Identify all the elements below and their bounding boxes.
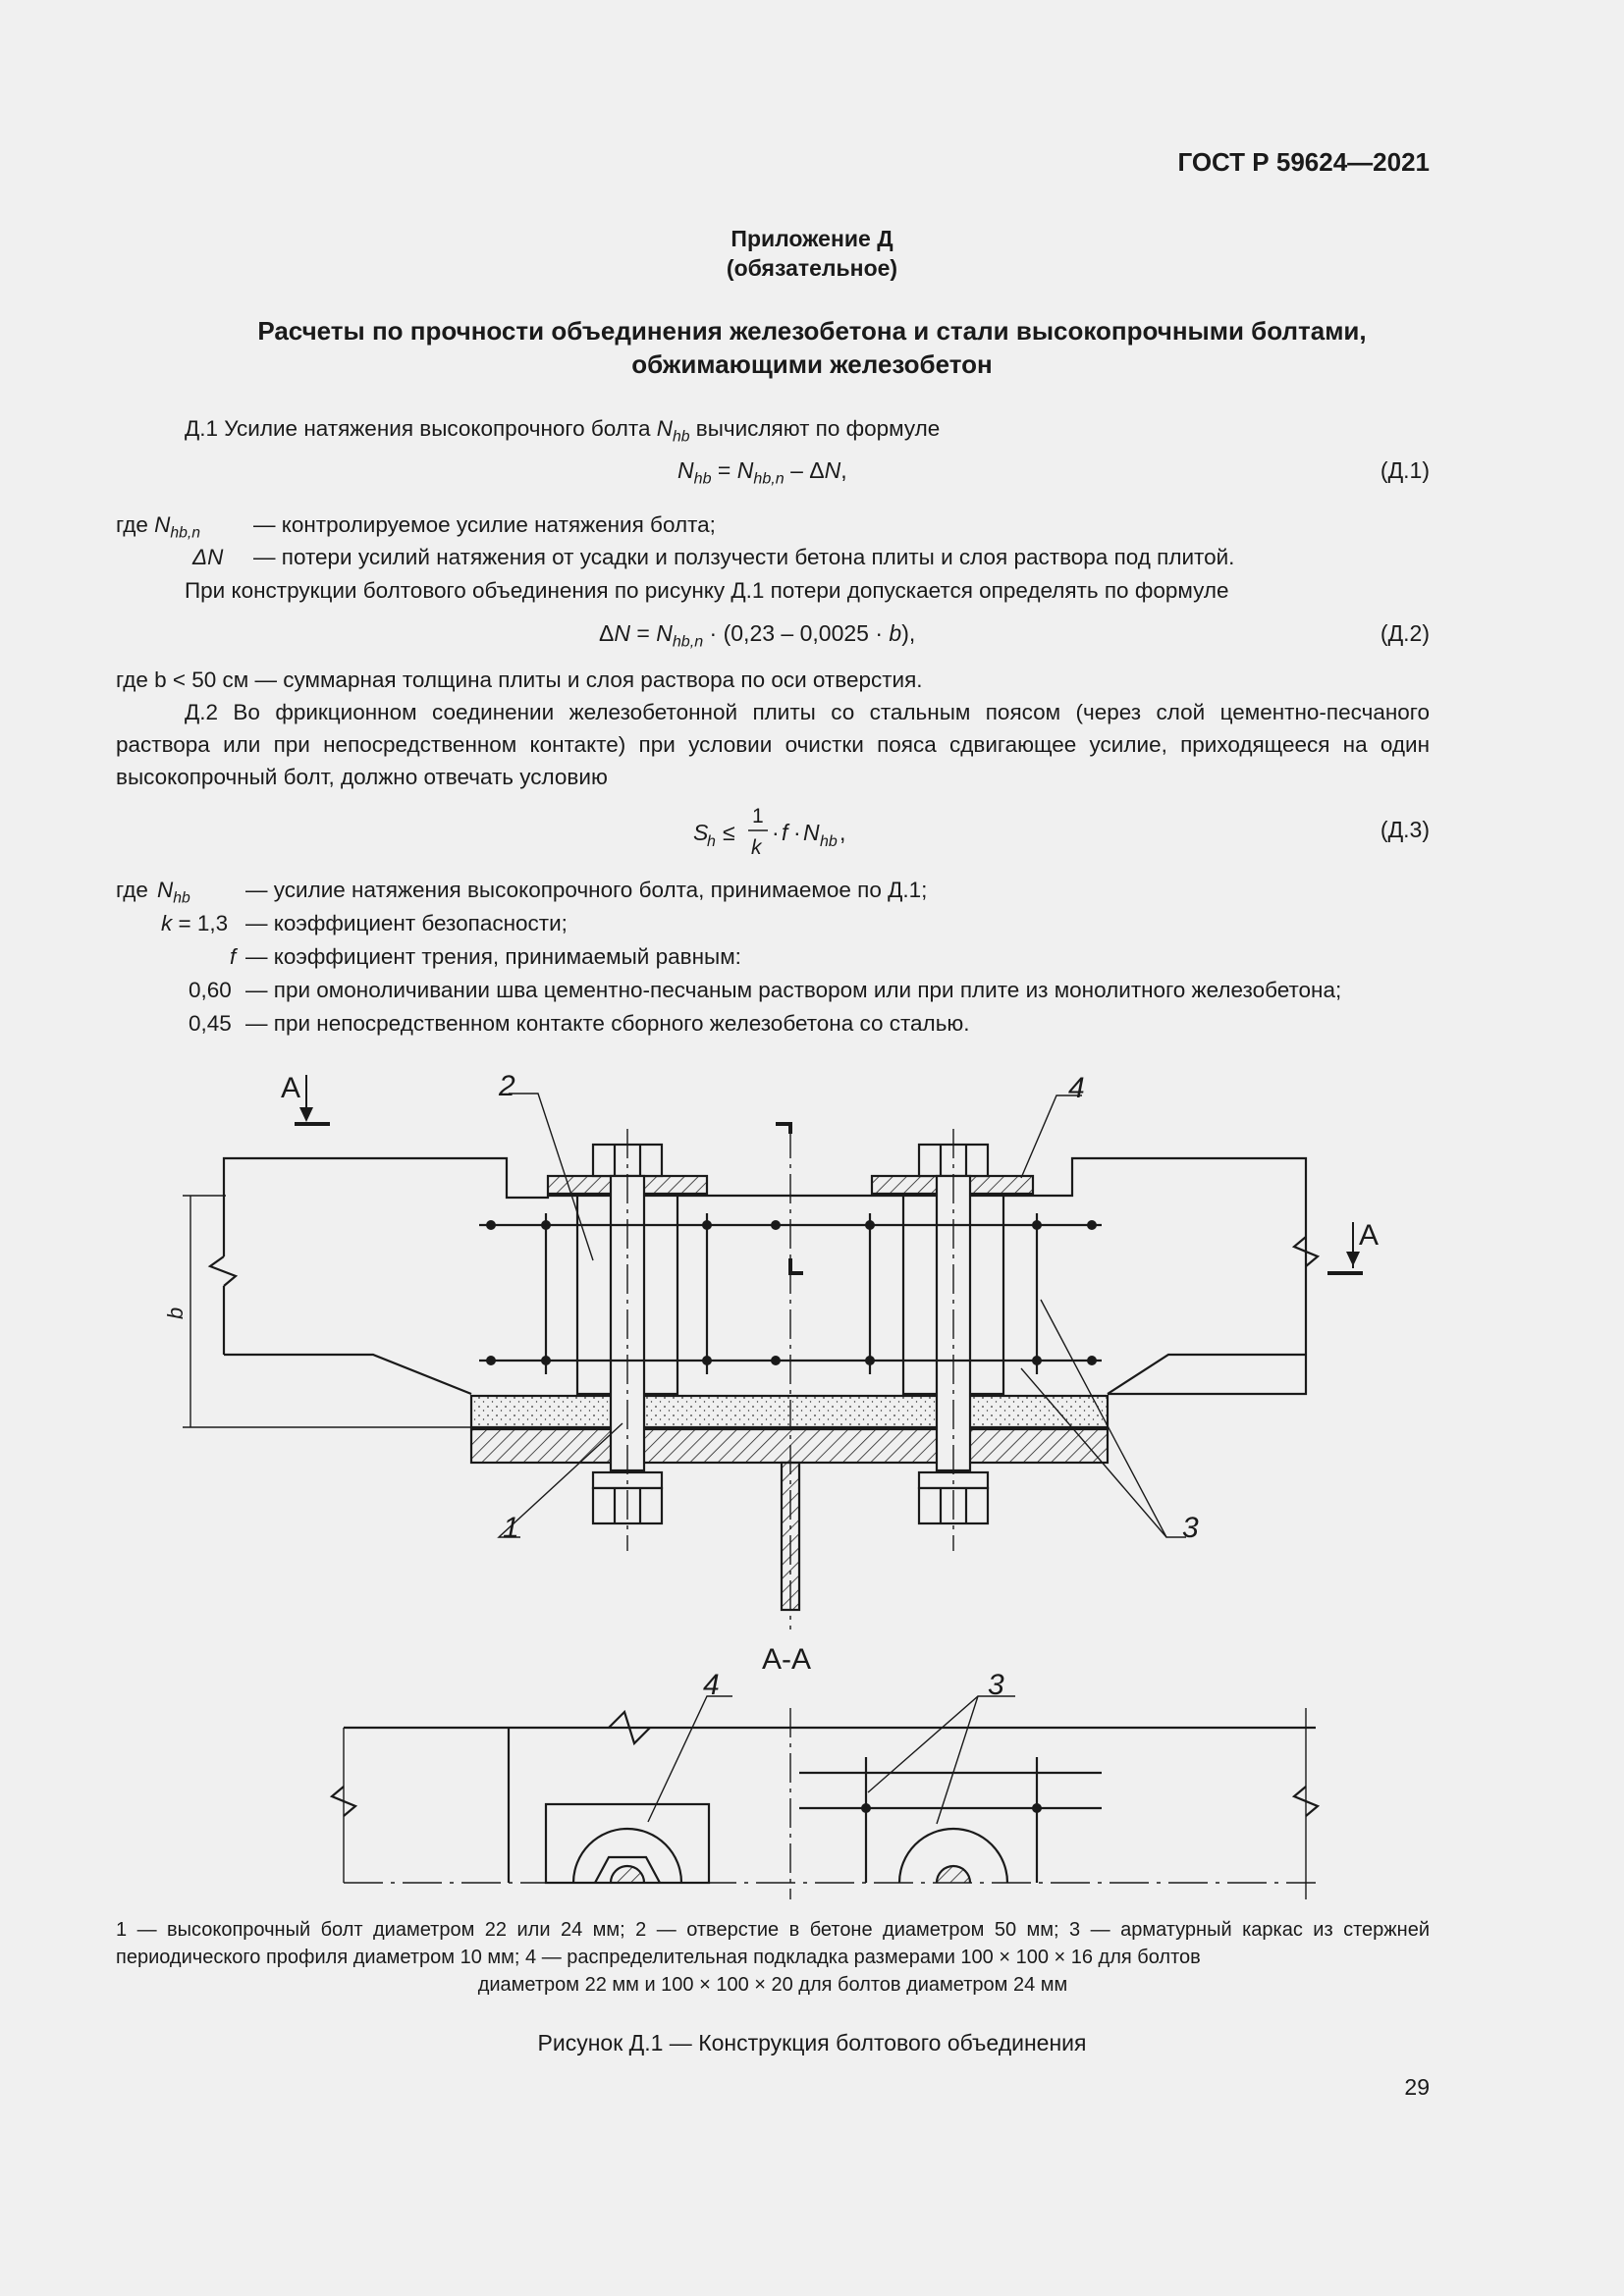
- svg-text:f: f: [782, 820, 788, 845]
- d2-paragraph: Д.2 Во фрикционном соединении железобетонной плиты со стальным поясом (через слой цементно-песчаного раствора или при непосредственном контакте) при условии очистки пояса сдвигающее усилие, приходящееся на один высокопрочный болт, должно отвечать условию: [116, 700, 1430, 789]
- svg-text:,: ,: [839, 820, 846, 845]
- page-number: 29: [1404, 2074, 1430, 2100]
- svg-text:·: ·: [772, 820, 780, 845]
- svg-text:1: 1: [752, 805, 764, 828]
- section-marker-left: А: [281, 1072, 301, 1104]
- document-code: ГОСТ Р 59624—2021: [1177, 147, 1430, 177]
- formula-d1-label: (Д.1): [1380, 457, 1430, 483]
- legend-desc-3: — коэффициент трения, принимаемый равным:: [245, 944, 741, 969]
- legend-desc-5: — при непосредственном контакте сборного железобетона со сталью.: [245, 1011, 970, 1036]
- svg-text:N: N: [803, 820, 820, 845]
- legend-where: где: [116, 878, 148, 902]
- section-aa-title: А-А: [762, 1643, 812, 1676]
- term1-desc: контролируемое усилие натяжения болта;: [281, 512, 716, 537]
- callout-3: 3: [1182, 1512, 1199, 1544]
- formula-d2-label: (Д.2): [1380, 620, 1430, 646]
- figure-caption-text: 1 — высокопрочный болт диаметром 22 или 24 мм; 2 — отверстие в бетоне диаметром 50 мм; 3 — арматурный каркас из стержней периодического профиля диаметром 10 мм; 4 — распределительная подкладка размерами 100 × 100 × 16 для болтов: [116, 1919, 1430, 1968]
- d1-intro-subscript: hb: [672, 428, 690, 446]
- callout-1: 1: [503, 1512, 519, 1544]
- figure-title: Рисунок Д.1 — Конструкция болтового объединения: [537, 2030, 1087, 2056]
- d1-intro-text: Д.1 Усилие натяжения высокопрочного болта: [185, 416, 657, 441]
- svg-text:hb: hb: [820, 833, 838, 850]
- svg-text:h: h: [707, 833, 716, 850]
- appendix-heading: [0, 224, 1624, 283]
- where-term1: [116, 508, 200, 550]
- term1-subscript: hb,n: [170, 524, 200, 542]
- term2-desc-row: — потери усилий натяжения от усадки и ползучести бетона плиты и слоя раствора под плитой.: [253, 545, 1235, 569]
- d1-intro-symbol: N: [656, 416, 673, 441]
- svg-text:S: S: [693, 820, 709, 845]
- term2-desc: потери усилий натяжения от усадки и ползучести бетона плиты и слоя раствора под плитой.: [281, 545, 1235, 569]
- legend-desc-2: — коэффициент безопасности;: [245, 911, 568, 935]
- term1-desc-row: — контролируемое усилие натяжения болта;: [253, 512, 716, 537]
- formula-d3-label: (Д.3): [1380, 817, 1430, 842]
- svg-text:≤: ≤: [723, 820, 735, 845]
- where-b: где b < 50 см — суммарная толщина плиты и слоя раствора по оси отверстия.: [116, 667, 923, 692]
- d1-note: При конструкции болтового объединения по рисунку Д.1 потери допускается определять по формуле: [185, 578, 1229, 603]
- dimension-b: b: [163, 1307, 188, 1319]
- svg-text:k: k: [751, 836, 762, 859]
- legend-term-4: 0,60: [189, 978, 232, 1002]
- figure-caption: [116, 1916, 1430, 1999]
- callout-2: 2: [499, 1070, 515, 1102]
- legend-term-1: $N_{hb}$: [157, 878, 190, 907]
- legend-desc-4: — при омоноличивании шва цементно-песчаным раствором или при плите из монолитного железобетона;: [245, 978, 1342, 1002]
- figure-caption-last: диаметром 22 мм и 100 × 100 × 20 для болтов диаметром 24 мм: [477, 1974, 1068, 1996]
- where-word: где: [116, 512, 155, 537]
- section-title: [0, 314, 1624, 381]
- term2-symbol: ΔN: [192, 545, 224, 569]
- callout-3-section: 3: [988, 1669, 1004, 1701]
- callout-4: 4: [1068, 1072, 1085, 1104]
- formula-d3: [693, 801, 870, 866]
- legend-term-5: 0,45: [189, 1011, 232, 1036]
- bolt-connection-figure: [0, 1060, 1624, 1914]
- appendix-status: (обязательное): [726, 255, 898, 281]
- svg-text:·: ·: [793, 820, 801, 845]
- section-title-line2: обжимающими железобетон: [631, 349, 993, 379]
- formula-d1: $N_{hb} = N_{hb,n} - \Delta N$,: [677, 457, 847, 488]
- section-marker-right: А: [1359, 1219, 1380, 1252]
- legend-term-3: f: [230, 944, 237, 969]
- formula-d2: $\Delta N = N_{hb,n} \cdot (0,23 - 0,0025 \cdot b)$,: [599, 620, 916, 651]
- section-title-line1: Расчеты по прочности объединения железобетона и стали высокопрочными болтами,: [257, 316, 1367, 346]
- d1-intro: [185, 412, 940, 454]
- d1-intro-text-end: вычисляют по формуле: [689, 416, 941, 441]
- formula-d3-graphic: [693, 801, 870, 860]
- callout-4-section: 4: [703, 1669, 720, 1701]
- legend-desc-1: — усилие натяжения высокопрочного болта, принимаемое по Д.1;: [245, 878, 928, 902]
- term1-symbol: N: [154, 512, 171, 537]
- appendix-title: Приложение Д: [731, 226, 893, 251]
- legend-term-2: k = 1,3: [161, 911, 229, 935]
